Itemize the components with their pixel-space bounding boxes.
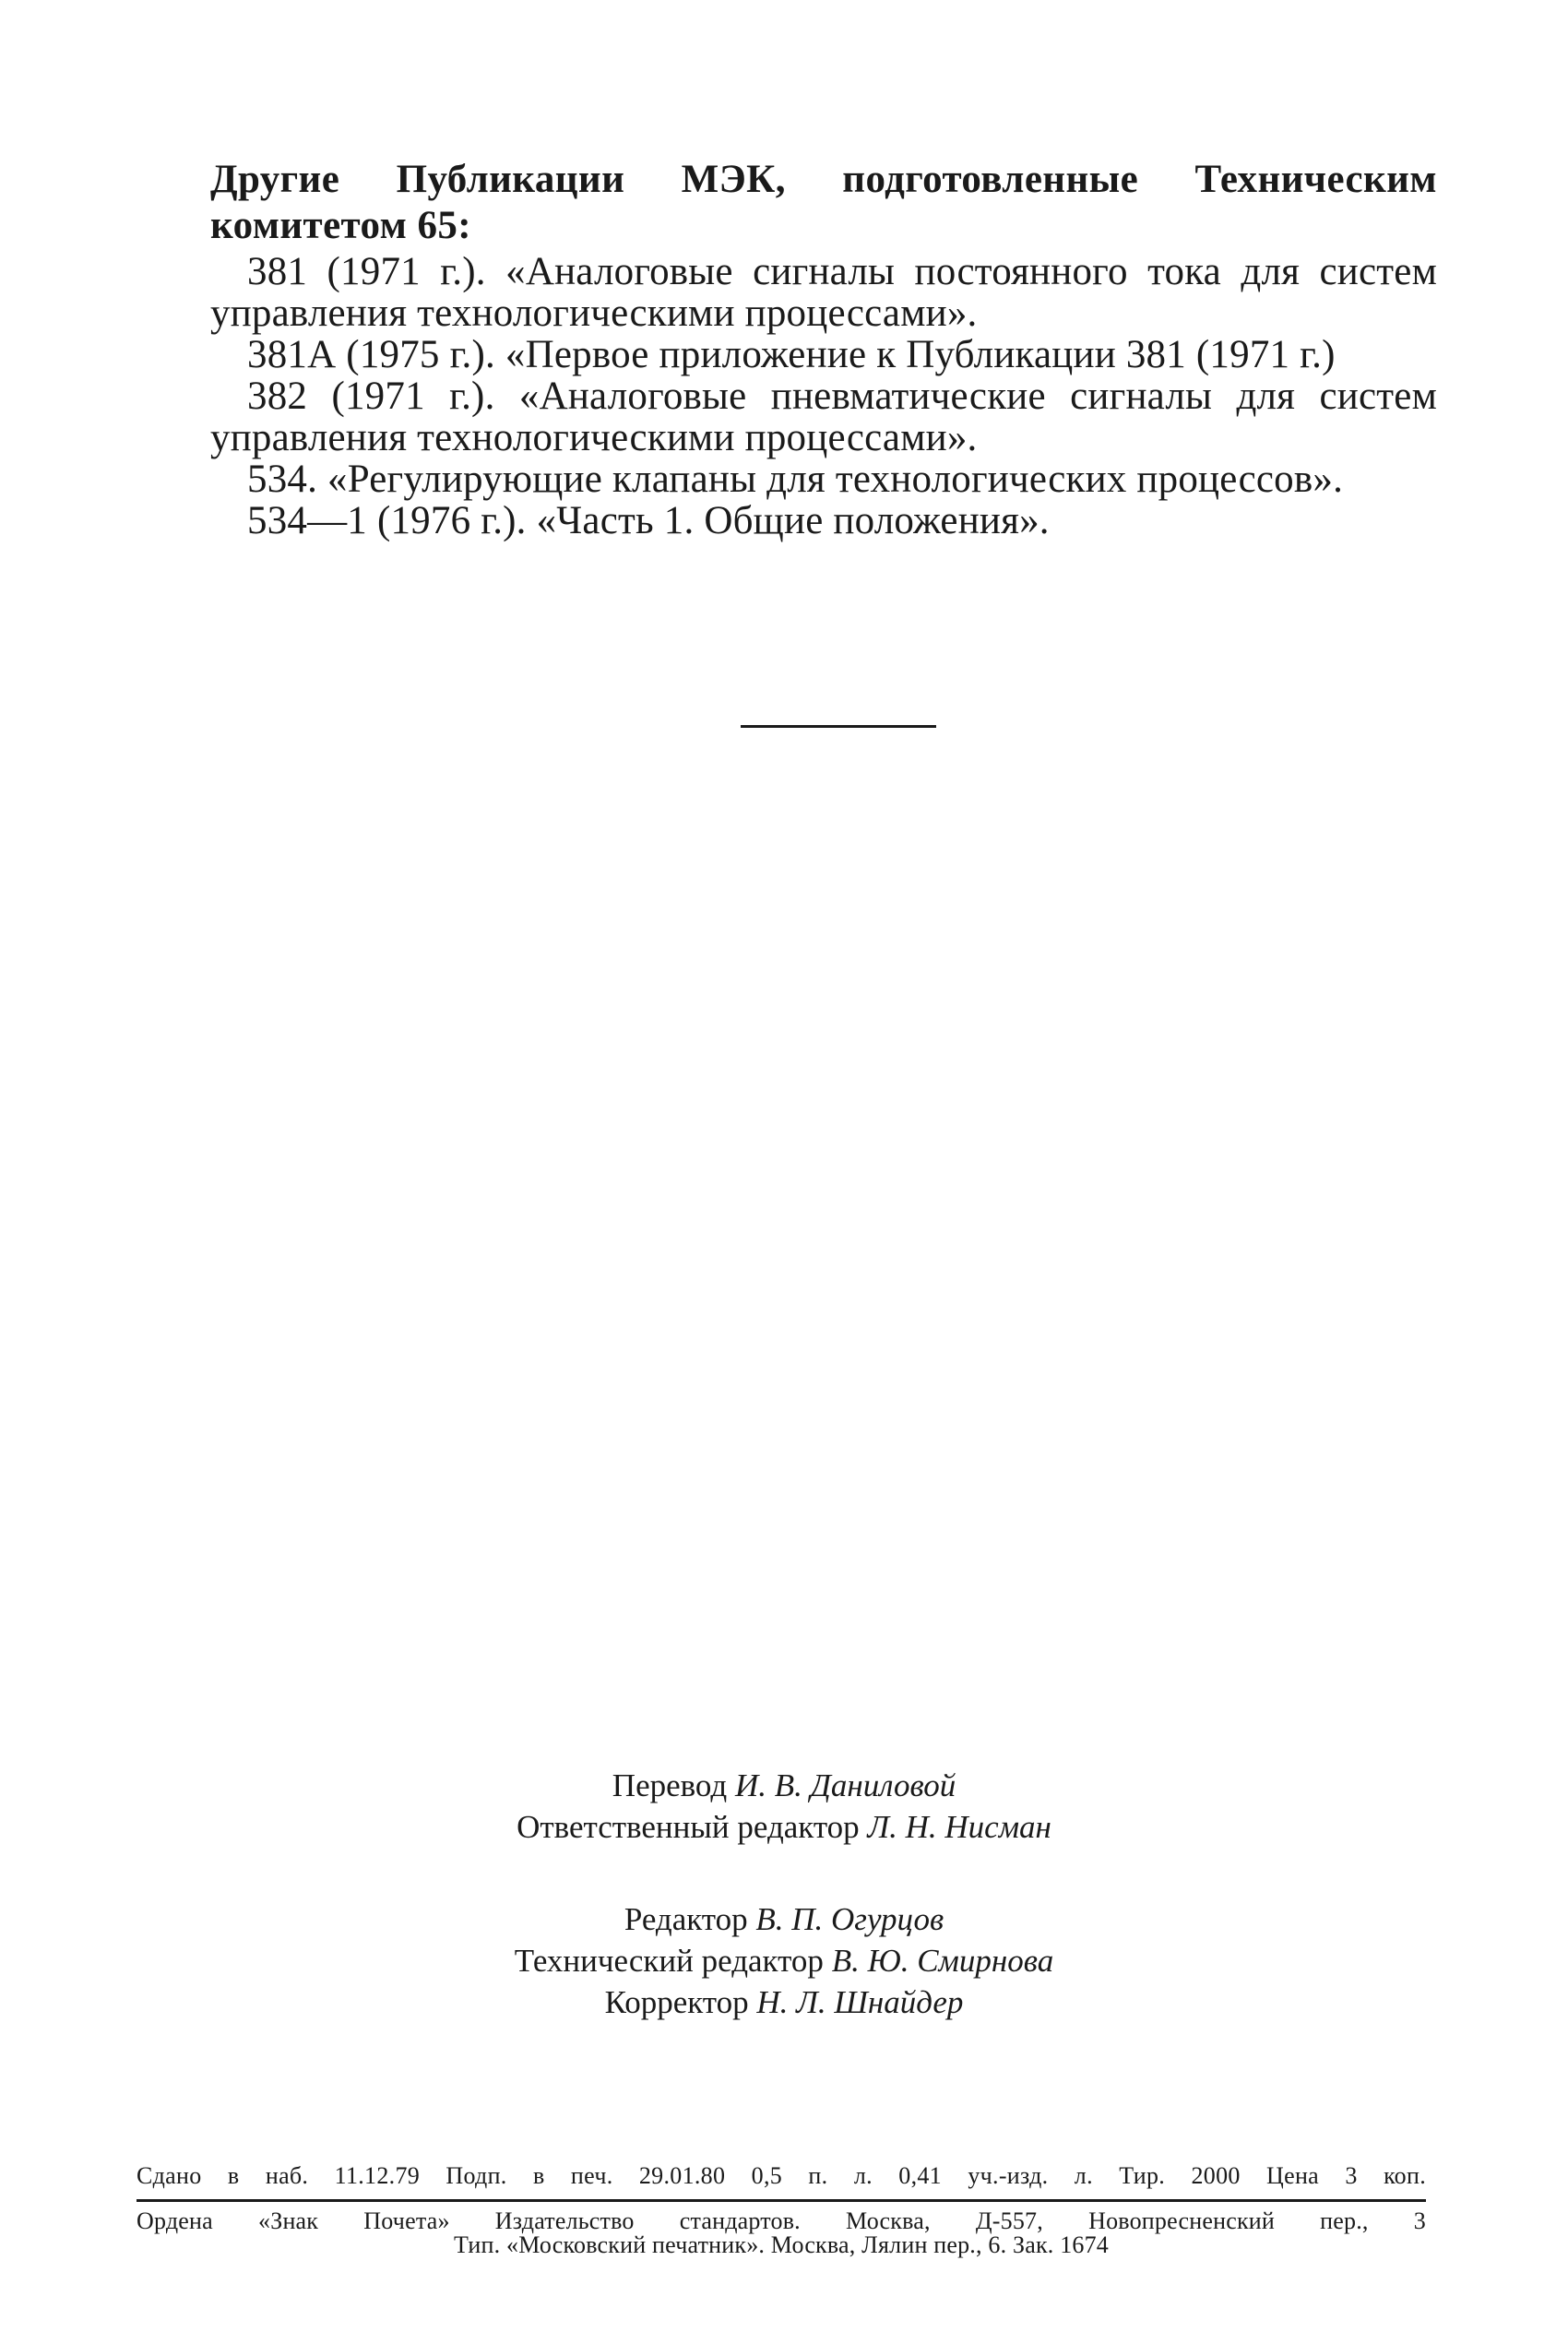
credit-label: Технический редактор — [514, 1943, 824, 1979]
credit-name: В. П. Огурцов — [755, 1901, 944, 1937]
publication-entry: 381 (1971 г.). «Аналоговые сигналы постоянного тока для систем управления технологическими процессами». — [210, 250, 1437, 335]
credit-translation — [0, 1765, 1568, 1806]
translation-credits — [0, 1765, 1568, 1848]
credit-technical-editor — [0, 1940, 1568, 1981]
credit-name: В. Ю. Смирнова — [831, 1943, 1054, 1979]
publication-entry: 534. «Регулирующие клапаны для технологических процессов». — [247, 458, 1344, 501]
publisher-imprint — [137, 2209, 1426, 2257]
credit-label: Ответственный редактор — [517, 1809, 860, 1845]
section-heading: Другие Публикации МЭК, подготовленные Техническим комитетом 65: — [210, 158, 1437, 247]
publication-list — [210, 251, 1437, 541]
imprint-divider — [137, 2199, 1426, 2202]
credit-corrector — [0, 1981, 1568, 2023]
publication-entry: 382 (1971 г.). «Аналоговые пневматические сигналы для систем управления технологическими процессами». — [210, 375, 1437, 459]
editorial-credits — [0, 1898, 1568, 2023]
publication-entry: 534—1 (1976 г.). «Часть 1. Общие положения». — [247, 499, 1050, 542]
print-info: Сдано в наб. 11.12.79 Подп. в печ. 29.01.80 0,5 п. л. 0,41 уч.-изд. л. Тир. 2000 Цена 3 коп. — [137, 2162, 1426, 2189]
credit-label: Редактор — [624, 1901, 748, 1937]
credit-editor — [0, 1898, 1568, 1940]
credit-label: Перевод — [612, 1767, 728, 1803]
section-divider — [741, 725, 936, 728]
credit-name: Н. Л. Шнайдер — [756, 1984, 964, 2020]
publication-entry: 381А (1975 г.). «Первое приложение к Публикации 381 (1971 г.) — [247, 333, 1336, 376]
publisher-line: Ордена «Знак Почета» Издательство стандартов. Москва, Д-557, Новопресненский пер., 3 — [137, 2207, 1426, 2234]
credit-responsible-editor — [0, 1806, 1568, 1848]
printer-line: Тип. «Московский печатник». Москва, Лялин пер., 6. Зак. 1674 — [453, 2231, 1110, 2258]
credit-name: И. В. Даниловой — [734, 1767, 956, 1803]
credit-name: Л. Н. Нисман — [867, 1809, 1051, 1845]
credit-label: Корректор — [604, 1984, 749, 2020]
